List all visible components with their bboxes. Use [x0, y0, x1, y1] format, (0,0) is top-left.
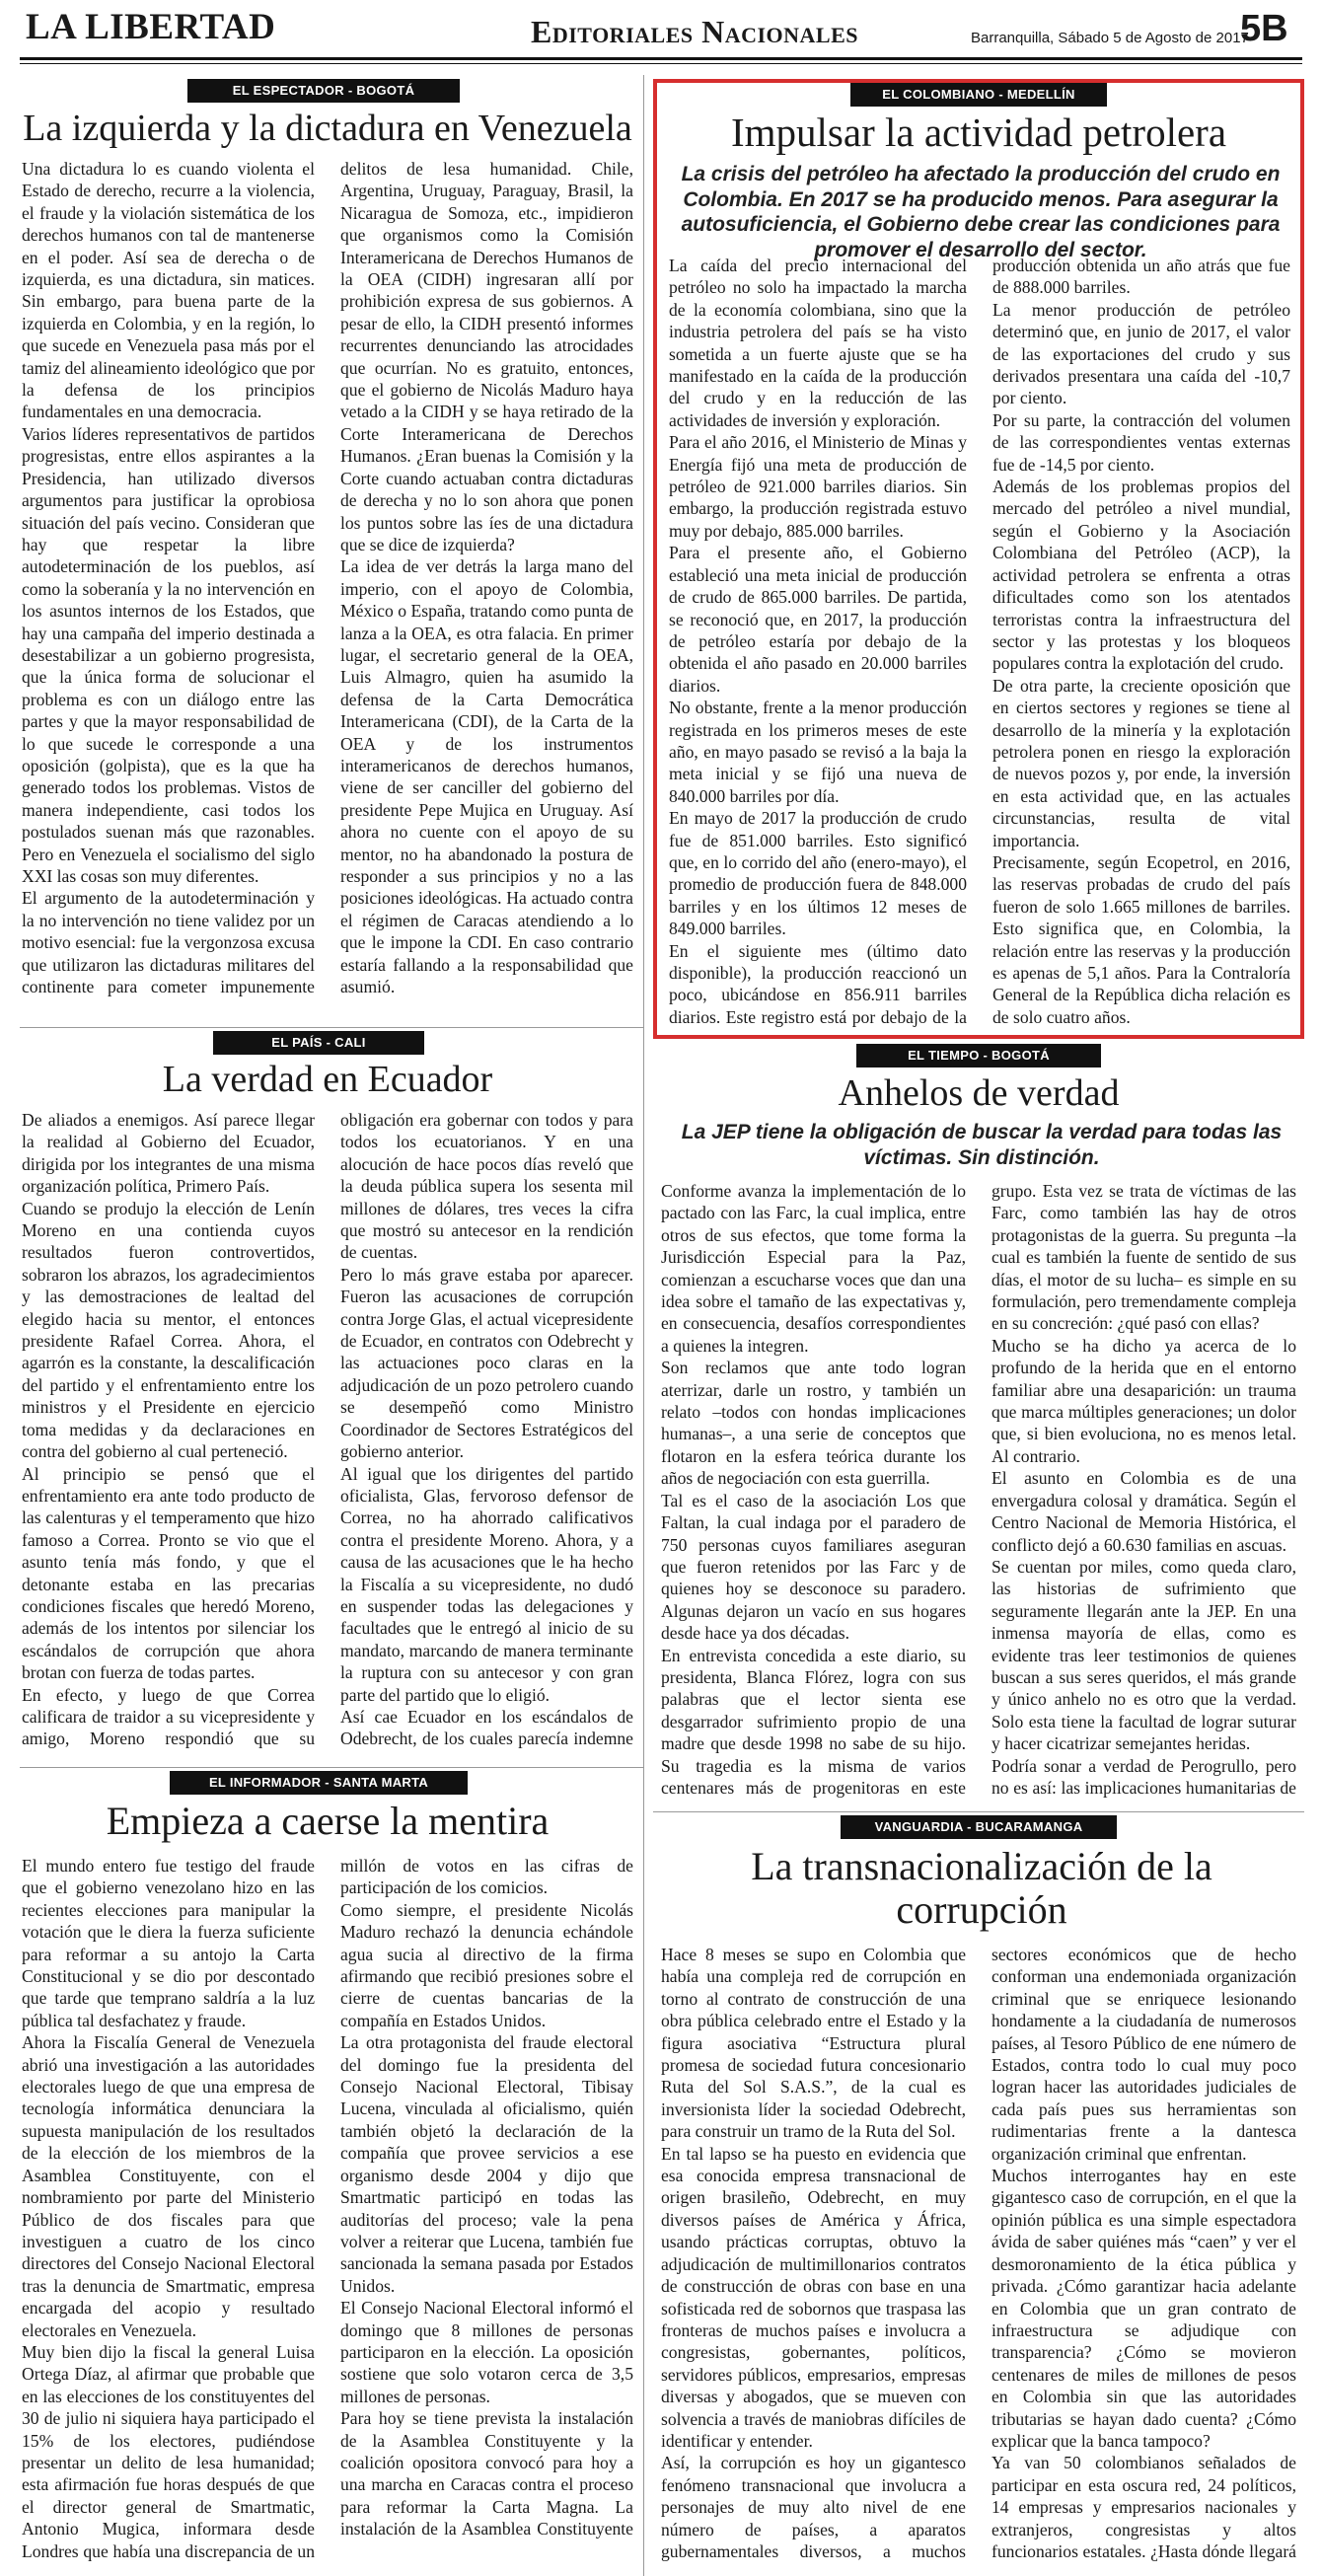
- article-body: [661, 1944, 1296, 2565]
- paragraph: La menor producción de petróleo determinó que, en junio de 2017, el valor de las exportaciones del crudo y sus derivados presentara una caída del -10,7 por ciento.: [992, 299, 1290, 408]
- paragraph: No obstante, frente a la menor producción registrada en los primeros meses de este año, en mayo pasado se revisó a la baja la meta inicial y se fijó una nueva de 840.000 barriles por día.: [669, 698, 967, 806]
- paragraph: En entrevista concedida a este diario, su presidenta, Blanca Flórez, logra con sus palabras que el lector sienta ese desgarrador sufrimiento propio de una madre que desde 1998 no sabe de su hijo. Su tragedia es la misma de varios centenares más de progenitoras en este grupo. Esta vez se trata de víctimas de las Farc, como también las hay de otros protagonistas de la guerra. Su pregunta –la cual es también la fuente de sentido de sus días, el motor de su lucha– es simple en su formulación, pero tremendamente compleja en su concreción: ¿qué pasó con ellas?: [661, 1181, 1296, 1798]
- article-body: [22, 158, 633, 1016]
- paragraph: Mucho se ha dicho ya acerca de lo profundo de la herida que en el entorno familiar abre una desaparición: un trauma que marca múltiples generaciones; un dolor que, si bien evoluciona, no es menos letal. Al contrario.: [992, 1335, 1296, 1466]
- article-subtitle: La crisis del petróleo ha afectado la producción del crudo en Colombia. En 2017 se ha producido menos. Para asegurar la autosuficiencia, el Gobierno debe crear las condiciones para promover el desarrollo del sector.: [681, 163, 1281, 261]
- paragraph: En efecto, y luego de que Correa calificara de traidor a su vicepresidente y amigo, Moreno respondió que su obligación era gobernar con todos y para todos los ecuatorianos. Y en una alocución de hace pocos días reveló que la deuda pública supera los sesenta mil millones de dólares, tres veces la cifra que mostró su antecesor en la rendición de cuentas.: [22, 1110, 633, 1749]
- paragraph: Para el año 2016, el Ministerio de Minas y Energía fijó una meta de producción de petróleo de 921.000 barriles diarios. Sin embargo, la producción registrada estuvo muy por debajo, 885.000 barriles.: [669, 432, 967, 541]
- paragraph: Pero lo más grave estaba por aparecer. Fueron las acusaciones de corrupción contra Jorge Glas, el actual vicepresidente de Ecuador, en contratos con Odebrecht y las actuaciones poco claras en la adjudicación de un pozo petrolero cuando se desempeñó como Ministro Coordinador de Sectores Estratégicos del gobierno anterior.: [340, 1264, 633, 1462]
- article-title: Empieza a caerse la mentira: [106, 1799, 550, 1843]
- paragraph: Al principio se pensó que el enfrentamiento era ante todo producto de las calenturas y el temperamento que hizo famoso a Correa. Pronto se vio que el asunto tenía más fondo, y que el detonante estaba en las precarias condiciones fiscales que heredó Moreno, además de los intentos por silenciar los escándalos de corrupción que ahora brotan con fuerza de todas partes.: [22, 1463, 315, 1683]
- paragraph: Conforme avanza la implementación de lo pactado con las Farc, la cual implica, entre otros de sus efectos, que tome forma la Jurisdicción Especial para la Paz, comienzan a escucharse voces que dan una idea sobre el tamaño de las expectativas y, en consecuencia, desafíos correspondientes a quienes la integren.: [661, 1181, 966, 1356]
- paragraph: Hace 8 meses se supo en Colombia que había una compleja red de corrupción en torno al contrato de construcción de una obra pública celebrado entre el Estado y la figura asociativa “Estructura plural promesa de sociedad futura concesionario Ruta del Sol S.A.S.”, de la cual es inversionista líder la sociedad Odebrecht, para construir un tramo de la Ruta del Sol.: [661, 1945, 966, 2142]
- paragraph: Muchos interrogantes hay en este gigantesco caso de corrupción, en el que la opinión pública es una simple espectadora ávida de saber quiénes más “caen” y ver el desmoronamiento de la ética pública y privada. ¿Cómo garantizar hacia adelante en Colombia que un gran contrato de infraestructura se adjudique con transparencia? ¿Cómo se movieron centenares de miles de millones de pesos en Colombia sin que las autoridades tributarias se hayan dado cuenta? ¿Cómo explicar que la banca tampoco?: [992, 2166, 1296, 2451]
- paragraph: De otra parte, la creciente oposición que en ciertos sectores y regiones se tiene al desarrollo de la minería y la explotación petrolera ponen en riesgo la exploración de nuevos pozos y, por ende, la inversión en esta actividad que, en las actuales circunstancias, resulta de vital importancia.: [992, 675, 1290, 850]
- paragraph: Cuando se produjo la elección de Lenín Moreno en una contienda cuyos resultados fueron controvertidos, sobraron los abrazos, los agradecimientos y las demostraciones de lealtad del elegido hacia su mentor, el entonces presidente Rafael Correa. Ahora, el agarrón es la constante, la descalificación del partido y el enfrentamiento entre los ministros y el Presidente en ejercicio toma medidas y da declaraciones en contra del gobierno al cual perteneció.: [22, 1198, 315, 1462]
- paragraph: Así cae Ecuador en los escándalos de Odebrecht, de los cuales parecía indemne: [340, 1706, 633, 1749]
- paragraph: Tal es el caso de la asociación Los que Faltan, la cual indaga por el paradero de 750 personas cuyos familiares aseguran que fueron retenidos por las Farc y de quienes hoy se desconoce su paradero. Algunas dejaron un vacío en sus hogares desde hace ya dos décadas.: [661, 1490, 966, 1644]
- paragraph: Por su parte, la contracción del volumen de las correspondientes ventas externas fue de -14,5 por ciento.: [992, 409, 1290, 475]
- article-title: La izquierda y la dictadura en Venezuela: [23, 108, 632, 149]
- paragraph: El mundo entero fue testigo del fraude que el gobierno venezolano hizo en las recientes elecciones para manipular la votación que le diera la fuerza suficiente para reformar a su antojo la Carta Constitucional y se dio por descontado que tarde que temprano saldría a la luz pública tal desfachatez y fraude.: [22, 1856, 315, 2030]
- paragraph: Una dictadura lo es cuando violenta el Estado de derecho, recurre a la violencia, el fraude y la violación sistemática de los derechos humanos con tal de mantenerse en el poder. Así sea de derecha o de izquierda, es una dictadura, sin matices. Sin embargo, para buena parte de la izquierda en Colombia, y en la región, lo que sucede en Venezuela pasa más por el tamiz del alineamiento ideológico que por la defensa de los principios fundamentales en una democracia.: [22, 159, 315, 422]
- paragraph: Son reclamos que ante todo logran aterrizar, darle un rostro, y también un relato –todos con hondas implicaciones humanas–, a una serie de conceptos que flotaron en la esfera teórica durante los años de negociación con esta guerrilla.: [661, 1358, 966, 1489]
- source-tag: EL TIEMPO - BOGOTÁ: [856, 1044, 1101, 1067]
- header-rule: [20, 57, 1302, 60]
- source-tag: EL INFORMADOR - SANTA MARTA: [170, 1771, 468, 1795]
- paragraph: El Consejo Nacional Electoral informó el domingo que 8 millones de personas participaron en la elección. La oposición sostiene que solo votaron cerca de 3,5 millones de personas.: [340, 2298, 633, 2406]
- paragraph: Precisamente, según Ecopetrol, en 2016, las reservas probadas de crudo del país fueron de solo 1.665 millones de barriles. Esto significa que, en Colombia, la relación entre las reservas y la producción es apenas de 5,1 años. Para la Contraloría General de la República dicha relación es de solo cuatro años.: [992, 851, 1290, 1027]
- page-number: 5B: [1240, 8, 1288, 49]
- article-body: [22, 1109, 633, 1762]
- masthead: LA LIBERTAD: [26, 7, 276, 47]
- paragraph: La otra protagonista del fraude electoral del domingo fue la presidenta del Consejo Nacional Electoral, Tibisay Lucena, vinculada al oficialismo, quién también objetó la declaración de la compañía que provee servicios a ese organismo desde 2004 y dijo que Smartmatic participó en todas las auditorías del proceso; vale la pena volver a reiterar que Lucena, también fue sancionada la semana pasada por Estados Unidos.: [340, 2032, 633, 2296]
- source-tag: EL COLOMBIANO - MEDELLÍN: [850, 83, 1107, 107]
- paragraph: Ya van 50 colombianos señalados de participar en esta oscura red, 24 políticos, 14 empresas y empresarios nacionales y extranjeros, congresistas y altos funcionarios estatales. ¿Hasta dónde llegará: [992, 2453, 1296, 2561]
- paragraph: Así, la corrupción es hoy un gigantesco fenómeno transnacional que involucra a personajes de muy alto nivel de ene número de países, a aparatos gubernamentales diversos, a muchos sectores económicos que de hecho conforman una endemoniada organización criminal que se enriquece lesionando hondamente a la ciudadanía de numerosos países, al Tesoro Público de ene número de Estados, contra todo lo cual muy poco logran hacer las autoridades judiciales de cada país pues sus herramientas son rudimentarias frente a la dantesca organización criminal que enfrentan.: [661, 1945, 1296, 2561]
- section-divider: [20, 1027, 643, 1028]
- paragraph: Podría sonar a verdad de Perogrullo, pero no es así: las implicaciones humanitarias de: [992, 1755, 1296, 1798]
- paragraph: En el siguiente mes (último dato disponible), la producción reaccionó un poco, ubicándose en 856.911 barriles diarios. Este registro está por debajo de la producción obtenida un año atrás que fue de 888.000 barriles.: [669, 256, 1290, 1027]
- paragraph: De aliados a enemigos. Así parece llegar la realidad al Gobierno del Ecuador, dirigida por los integrantes de una misma organización política, Primero País.: [22, 1110, 315, 1197]
- source-tag: VANGUARDIA - BUCARAMANGA: [841, 1815, 1117, 1839]
- source-tag: EL PAÍS - CALI: [213, 1031, 424, 1055]
- paragraph: Varios líderes representativos de partidos progresistas, entre ellos aspirantes a la Presidencia, han utilizado diversos argumentos para justificar la oprobiosa situación del país vecino. Consideran que hay que respetar la libre autodeterminación de los pueblos, así como la soberanía y la no intervención en los asuntos internos de los Estados, que hay una campaña del imperio destinada a desestabilizar a un gobierno progresista, que la única forma de solucionar el problema es con un diálogo entre las partes y que la mayor responsabilidad de lo que sucede le corresponde a una oposición (golpista), que es la que ha generado todos los problemas. Vistos de manera independiente, casi todos los postulados suenan más que razonables. Pero en Venezuela el socialismo del siglo XXI las cosas son muy diferentes.: [22, 423, 315, 886]
- article-body: [661, 1180, 1296, 1803]
- paragraph: El asunto en Colombia es de una envergadura colosal y dramática. Según el Centro Nacional de Memoria Histórica, el conflicto dejó a 60.630 familias en ascuas.: [992, 1468, 1296, 1555]
- paragraph: La caída del precio internacional del petróleo no solo ha impactado la marcha de la economía colombiana, sino que la industria petrolera del país se ha visto sometida a un fuerte ajuste que se ha manifestado en la caída de la producción del crudo y en la reducción de las actividades de inversión y exploración.: [669, 256, 967, 430]
- header-rule-thin: [20, 63, 1302, 64]
- section-divider: [653, 1811, 1304, 1812]
- source-tag: EL ESPECTADOR - BOGOTÁ: [187, 79, 460, 103]
- article-subtitle: La JEP tiene la obligación de buscar la verdad para todas las víctimas. Sin distinción.: [681, 1121, 1283, 1169]
- section-divider: [20, 1767, 643, 1768]
- paragraph: Se cuentan por miles, como queda claro, las historias de sufrimiento que seguramente llegarán ante la JEP. En una inmensa mayoría de ellas, como es evidente tras leer testimonios de quienes buscan a sus seres queridos, el más grande y único anhelo no es otro que la verdad. Solo esta tiene la facultad de lograr suturar y hacer cicatrizar semejantes heridas.: [992, 1556, 1296, 1754]
- article-title: Impulsar la actividad petrolera: [730, 110, 1227, 155]
- paragraph: Para el presente año, el Gobierno estableció una meta inicial de producción de crudo de 865.000 barriles. De partida, se reconoció que, en 2017, la producción de petróleo estaría por debajo de la obtenida el año pasado en 20.000 barriles diarios.: [669, 543, 967, 696]
- article-body: [669, 255, 1290, 1032]
- paragraph: Ahora la Fiscalía General de Venezuela abrió una investigación a las autoridades electorales luego de que una empresa de tecnología informática denunciara la supuesta manipulación de los resultados de la elección de los miembros de la Asamblea Constituyente, con el nombramiento por parte del Ministerio Público de dos fiscales para que investiguen a cuatro de los cinco directores del Consejo Nacional Electoral tras la denuncia de Smartmatic, empresa encargada del acopio y resultado electorales en Venezuela.: [22, 2032, 315, 2340]
- paragraph: Para hoy se tiene prevista la instalación de la Asamblea Constituyente y la coalición opositora convocó para hoy a una marcha en Caracas contra el proceso para reformar la Carta Magna. La instalación de la Asamblea Constituyente: [340, 2408, 633, 2539]
- paragraph: En tal lapso se ha puesto en evidencia que esa conocida empresa transnacional de origen brasileño, Odebrecht, en muy diversos países de América y África, usando prácticas corruptas, obtuvo la adjudicación de multimillonarios contratos de construcción de obras con base en una sofisticada red de sobornos que traspasa las fronteras de muchos países e involucra a congresistas, gobernantes, políticos, servidores públicos, empresarios, empresas diversas y abogados, que se mueven con solvencia a través de maniobras difíciles de identificar y entender.: [661, 2143, 966, 2451]
- paragraph: Muy bien dijo la fiscal la general Luisa Ortega Díaz, al afirmar que probable que en las elecciones de los constituyentes del 30 de julio ni siquiera haya participado el 15% de los electores, pudiéndose presentar un delito de lesa humanidad; esta afirmación fue horas después de que el director general de Smartmatic, Antonio Mugica, informara desde Londres que había una discrepancia de un millón de votos en las cifras de participación de los comicios.: [22, 1856, 633, 2561]
- paragraph: El argumento de la autodeterminación y la no intervención no tiene validez por un motivo esencial: fue la vergonzosa excusa que utilizaron las dictaduras militares del continente para cometer impunemente delitos de lesa humanidad. Chile, Argentina, Uruguay, Paraguay, Brasil, la Nicaragua de Somoza, etc., impidieron que organismos como la Comisión Interamericana de Derechos Humanos de la OEA (CIDH) ingresaran allí por prohibición expresa de sus gobiernos. A pesar de ello, la CIDH presentó informes recurrentes denunciando las atrocidades que ocurrían. No es gratuito, entonces, que el gobierno de Nicolás Maduro haya vetado a la CIDH y se haya retirado de la Corte Interamericana de Derechos Humanos. ¿Eran buenas la Comisión y la Corte cuando actuaban contra dictaduras de derecha y no lo son ahora que ponen los puntos sobre las íes de una dictadura que se dice de izquierda?: [22, 159, 633, 997]
- dateline: Barranquilla, Sábado 5 de Agosto de 2017: [971, 30, 1249, 46]
- paragraph: En mayo de 2017 la producción de crudo fue de 851.000 barriles. Esto significó que, en lo corrido del año (enero-mayo), el promedio de producción fuera de 848.000 barriles y en los últimos 12 meses de 849.000 barriles.: [669, 808, 967, 939]
- paragraph: La idea de ver detrás la larga mano del imperio, con el apoyo de Colombia, México o España, tratando como punta de lanza a la OEA, es otra falacia. En primer lugar, el secretario general de la OEA, Luis Almagro, quien ha asumido la defensa de la Carta Democrática Interamericana (CDI), de la Carta de la OEA y de los instrumentos interamericanos de derechos humanos, viene de ser canciller del gobierno del presidente Pepe Mujica en Uruguay. Así ahora no cuente con el apoyo de su mentor, no ha abandonado la postura de responder a sus principios y no a las posiciones ideológicas. Ha actuado contra el régimen de Caracas atendiendo a lo que le impone la CDI. En caso contrario estaría fallando a la responsabilidad que asumió.: [340, 556, 633, 997]
- paragraph: Además de los problemas propios del mercado del petróleo a nivel mundial, según el Gobierno y la Asociación Colombiana del Petróleo (ACP), la actividad petrolera se enfrenta a otras dificultades como son los atentados terroristas contra la infraestructura del sector y las protestas y los bloqueos populares contra la explotación del crudo.: [992, 477, 1290, 674]
- column-divider: [643, 75, 644, 2576]
- paragraph: Como siempre, el presidente Nicolás Maduro rechazó la denuncia echándole agua sucia al directivo de la firma afirmando que recibió presiones sobre el cierre de cuentas bancarias de la compañía en Estados Unidos.: [340, 1899, 633, 2030]
- article-title: La verdad en Ecuador: [162, 1059, 493, 1100]
- article-title: La transnacionalización de la corrupción: [751, 1844, 1212, 1932]
- article-title: Anhelos de verdad: [838, 1072, 1120, 1114]
- section-title: Editoriales Nacionales: [531, 14, 859, 49]
- article-body: [22, 1855, 633, 2565]
- paragraph: Al igual que los dirigentes del partido oficialista, Glas, fervoroso defensor de Correa, no ha ahorrado calificativos contra el presidente Moreno. Ahora, y a causa de las acusaciones que le ha hecho la Fiscalía a su vicepresidente, no dudó en suspender todas las delegaciones y facultades que le entregó al inicio de su mandato, marcando de manera terminante la ruptura con su antecesor y con gran parte del partido que lo eligió.: [340, 1463, 633, 1705]
- page-header: [0, 0, 1322, 51]
